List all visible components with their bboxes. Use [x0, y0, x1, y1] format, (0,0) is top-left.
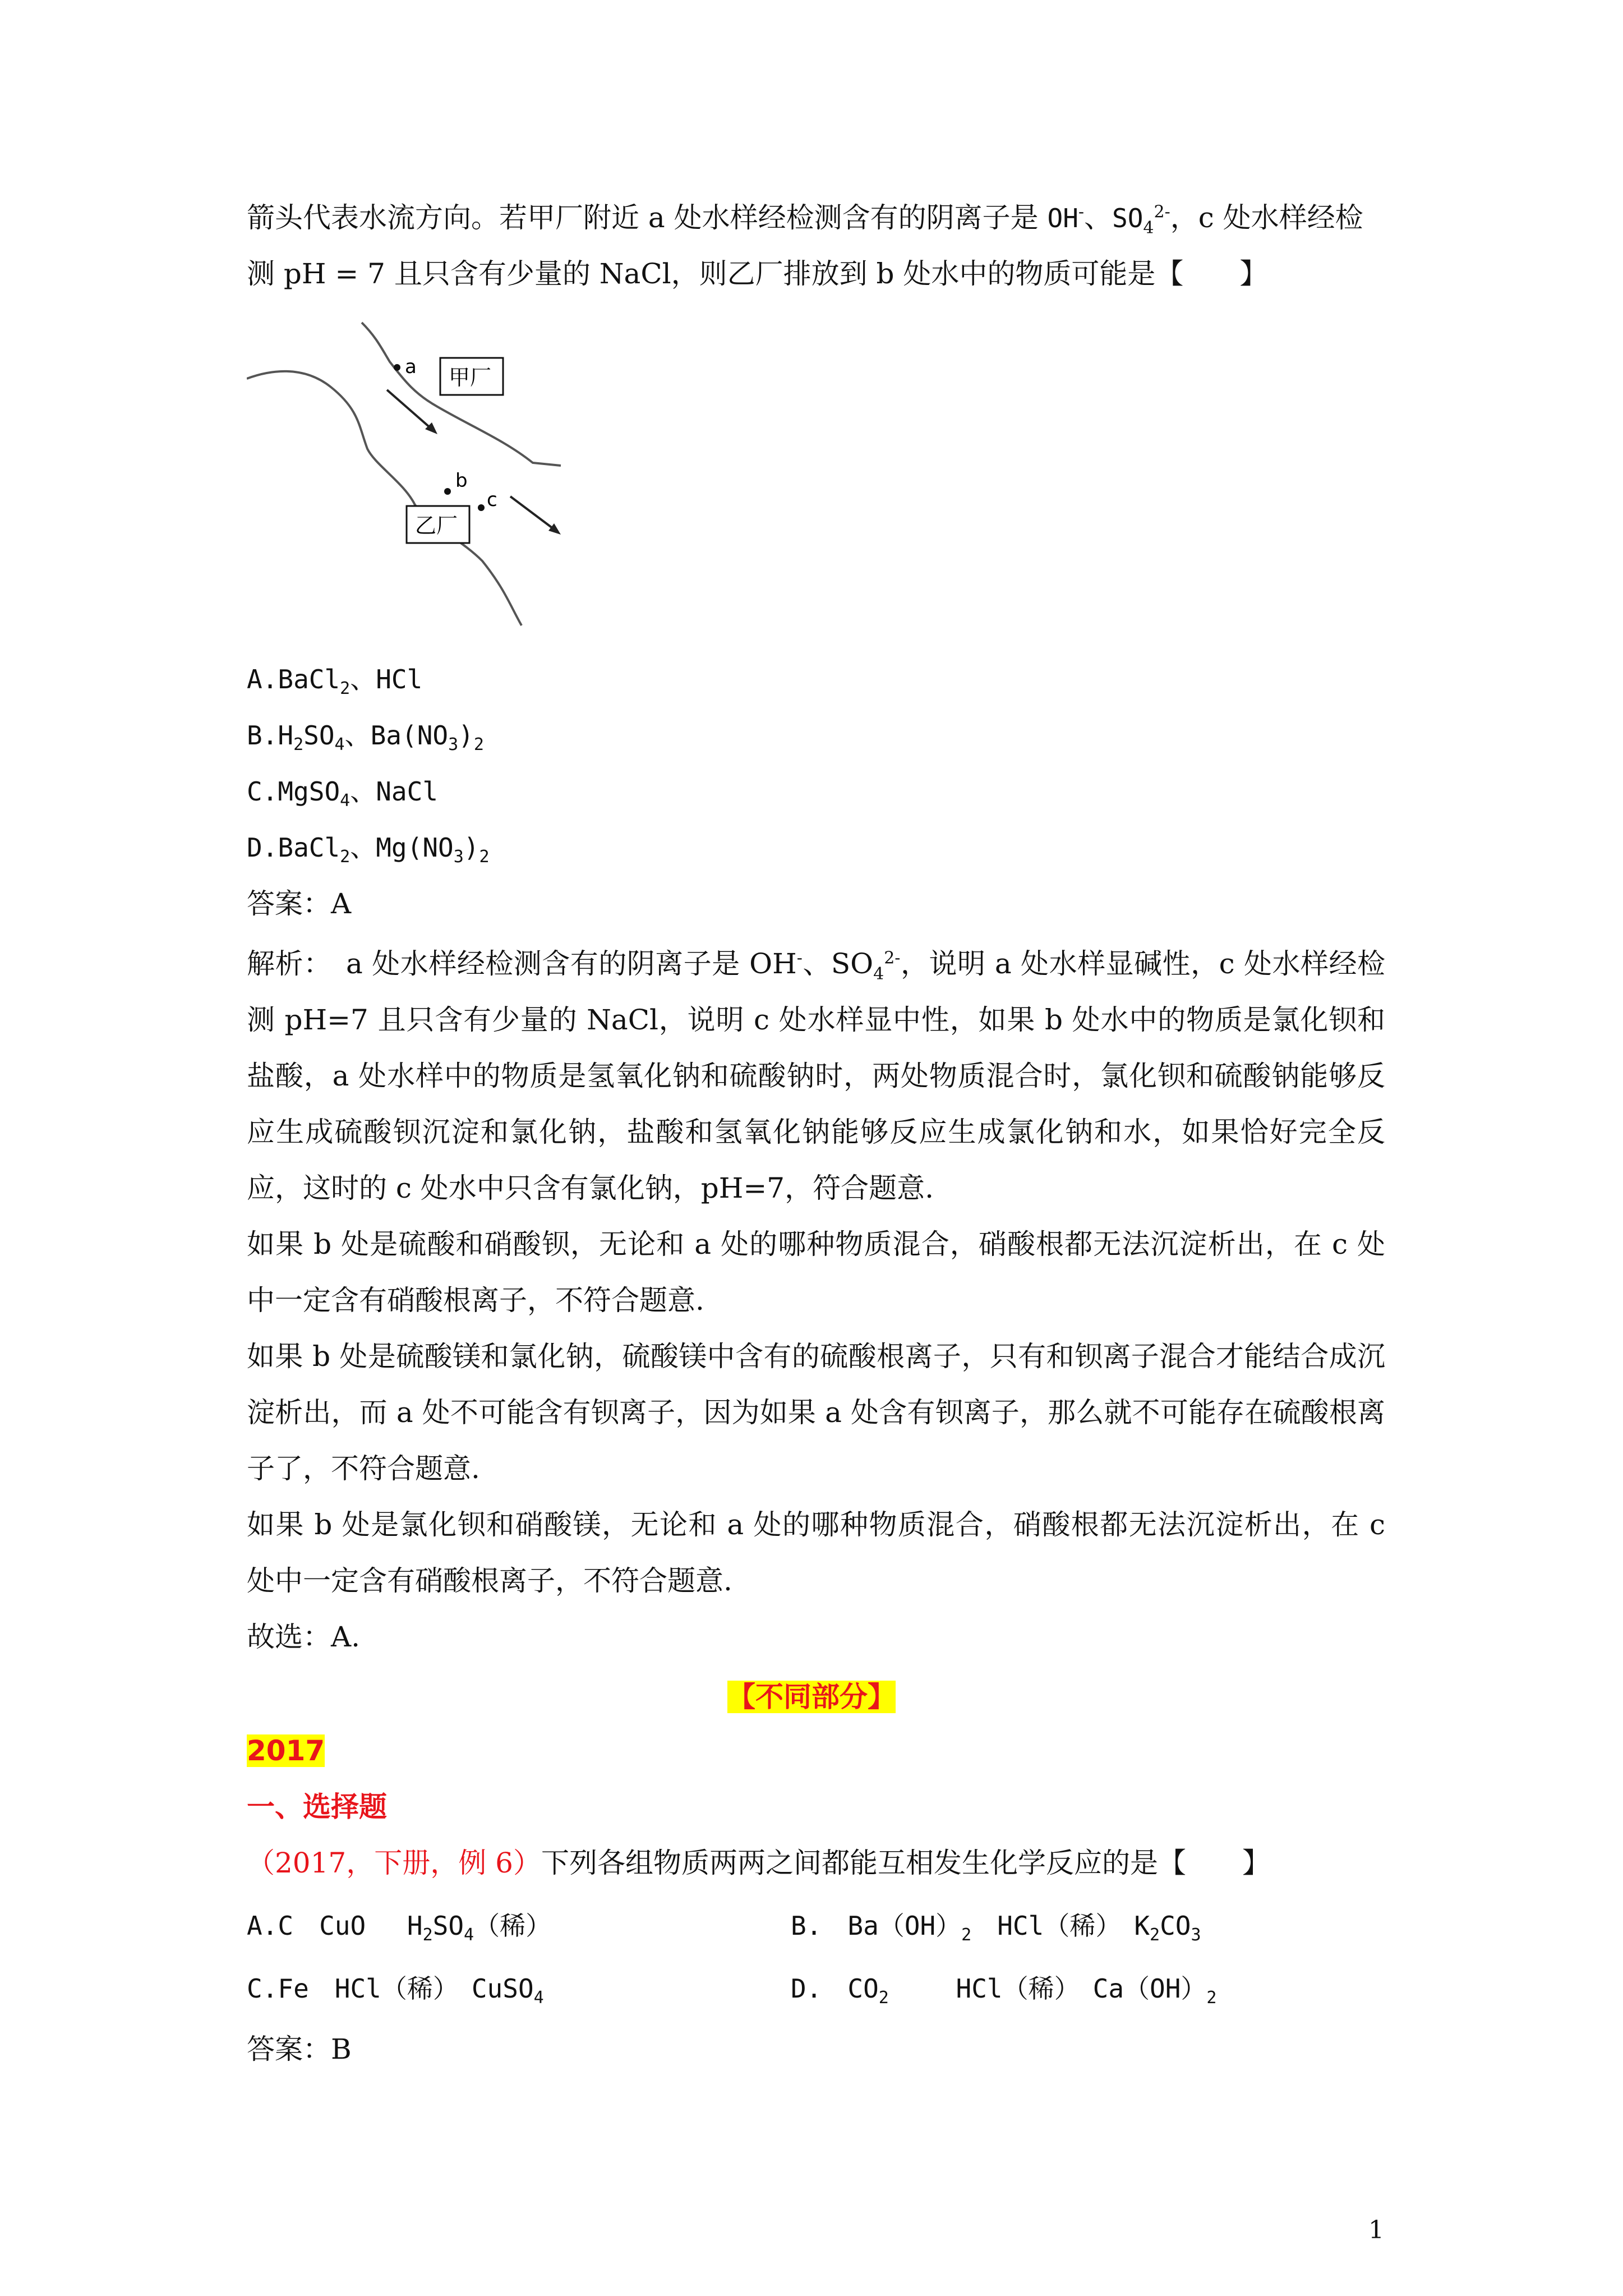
subscript: 4	[464, 1925, 474, 1945]
q2-option-a	[247, 1907, 551, 1944]
analysis-paragraph-3: 如果 b 处是硫酸镁和氯化钠，硫酸镁中含有的硫酸根离子，只有和钡离子混合才能结合成沉淀析出，而 a 处不可能含有钡离子，因为如果 a 处含有钡离子，那么就不可能存在硫酸根离子了，不符合题意.	[247, 1340, 1385, 1485]
analysis	[247, 936, 1385, 1665]
separator: 、	[1084, 201, 1113, 234]
option-text: B.H	[247, 720, 294, 751]
point-a-dot	[394, 364, 400, 371]
option-b	[247, 717, 484, 754]
option-text: SO	[303, 720, 335, 751]
subscript: 3	[448, 735, 459, 755]
option-text: 、NaCl	[350, 776, 439, 807]
point-b-label: b	[455, 470, 468, 492]
intro-text: ，c 处水样经检	[1170, 201, 1363, 234]
subscript: 4	[533, 1988, 544, 2008]
option-text: （稀）	[474, 1911, 552, 1941]
option-text: 、Ba(NO	[344, 720, 449, 751]
factory-yi-label: 乙厂	[415, 513, 458, 538]
question-intro-line-2: 测 pH = 7 且只含有少量的 NaCl，则乙厂排放到 b 处水中的物质可能是【 】	[247, 257, 1268, 290]
option-text: CO	[1160, 1911, 1191, 1941]
sulfate-ion: SO	[1112, 203, 1144, 233]
analysis-paragraph-4: 如果 b 处是氯化钡和硝酸镁，无论和 a 处的哪种物质混合，硝酸根都无法沉淀析出，在 c 处中一定含有硝酸根离子，不符合题意.	[247, 1508, 1385, 1597]
year-heading-wrap	[247, 1732, 325, 1769]
subscript: 2	[473, 735, 484, 755]
option-text: D. CO	[791, 1973, 879, 2004]
part-heading: 一、选择题	[247, 1791, 387, 1823]
option-text: D.BaCl	[247, 832, 340, 863]
flow-arrow-2	[510, 496, 555, 530]
subscript: 4	[1143, 218, 1154, 238]
analysis-paragraph-2: 如果 b 处是硫酸和硝酸钡，无论和 a 处的哪种物质混合，硝酸根都无法沉淀析出，在 c 处中一定含有硝酸根离子，不符合题意.	[247, 1228, 1385, 1317]
option-text: C.MgSO	[247, 776, 340, 807]
subscript: 3	[453, 847, 464, 867]
question-2-stem	[247, 1844, 1270, 1881]
analysis-text: ，说明 a 处水样显碱性，c 处水样经检测 pH=7 且只含有少量的 NaCl，说明 c 处水样显中性，如果 b 处水中的物质是氯化钡和盐酸，a 处水样中的物质是氢氧化钠和硫酸钠时，两处物质混合时，氯化钡和硫酸钠能够反应生成硫酸钡沉淀和氯化钠，盐酸和氢氧化钠能够反应生成氯化钠和水，如果恰好完全反应，这时的 c 处水中只含有氯化钠，pH=7，符合题意.	[247, 947, 1385, 1204]
lower-riverbank	[247, 371, 522, 625]
point-b-dot	[444, 488, 451, 495]
option-text: )	[458, 720, 474, 751]
option-text: )	[463, 832, 479, 863]
point-c-label: c	[487, 489, 497, 511]
subscript: 2	[878, 1988, 889, 2008]
option-text: 、Mg(NO	[350, 832, 454, 863]
option-text: SO	[432, 1911, 464, 1941]
subscript: 3	[1191, 1925, 1201, 1945]
section-heading: 【不同部分】	[727, 1681, 896, 1713]
option-c	[247, 773, 438, 810]
charge: -	[1078, 202, 1085, 222]
option-text: B. Ba（OH）	[791, 1911, 962, 1941]
question-intro-line-1	[247, 199, 1363, 237]
subscript: 2	[1206, 1988, 1217, 2008]
subscript: 2	[340, 847, 351, 867]
analysis-paragraph-5: 故选：A.	[247, 1621, 361, 1653]
option-d	[247, 829, 490, 866]
factory-jia-label: 甲厂	[449, 365, 492, 390]
analysis-paragraph-1	[247, 936, 1385, 1216]
option-text: C.Fe HCl（稀） CuSO	[247, 1973, 534, 2004]
point-a-label: a	[405, 356, 417, 378]
section-heading-wrap	[0, 1674, 1623, 1715]
hydroxide-ion: OH	[1047, 203, 1078, 233]
charge: 2-	[884, 948, 901, 968]
option-text: A.C CuO H	[247, 1911, 423, 1941]
point-c-dot	[478, 504, 485, 511]
answer-1: 答案：A	[247, 887, 352, 920]
option-a	[247, 661, 422, 698]
subscript: 2	[961, 1925, 972, 1945]
subscript: 2	[422, 1925, 433, 1945]
page-number: 1	[1368, 2216, 1384, 2244]
question-stem: 下列各组物质两两之间都能互相发生化学反应的是【 】	[541, 1847, 1270, 1879]
q2-option-c	[247, 1970, 544, 2007]
intro-text: 箭头代表水流方向。若甲厂附近 a 处水样经检测含有的阴离子是	[247, 201, 1048, 234]
charge: 2-	[1154, 202, 1170, 222]
subscript: 4	[334, 735, 345, 755]
option-text: A.BaCl	[247, 664, 340, 694]
year-heading: 2017	[247, 1734, 325, 1767]
subscript: 2	[340, 679, 351, 699]
analysis-text: 解析： a 处水样经检测含有的阴离子是 OH	[247, 947, 797, 980]
charge: -	[796, 948, 803, 968]
option-text: 、HCl	[350, 664, 423, 694]
subscript: 4	[340, 791, 351, 811]
option-text: HCl（稀） K	[971, 1911, 1150, 1941]
q2-option-d	[791, 1970, 1216, 2007]
question-source: （2017，下册，例 6）	[247, 1847, 541, 1879]
subscript: 2	[293, 735, 304, 755]
analysis-text: 、SO	[802, 947, 874, 980]
flow-arrow-1	[387, 390, 432, 429]
subscript: 2	[1150, 1925, 1160, 1945]
subscript: 2	[479, 847, 490, 867]
option-text: HCl（稀） Ca（OH）	[888, 1973, 1207, 2004]
river-diagram	[247, 314, 583, 628]
q2-option-b	[791, 1907, 1201, 1944]
answer-2: 答案：B	[247, 2033, 352, 2065]
subscript: 4	[873, 964, 884, 984]
